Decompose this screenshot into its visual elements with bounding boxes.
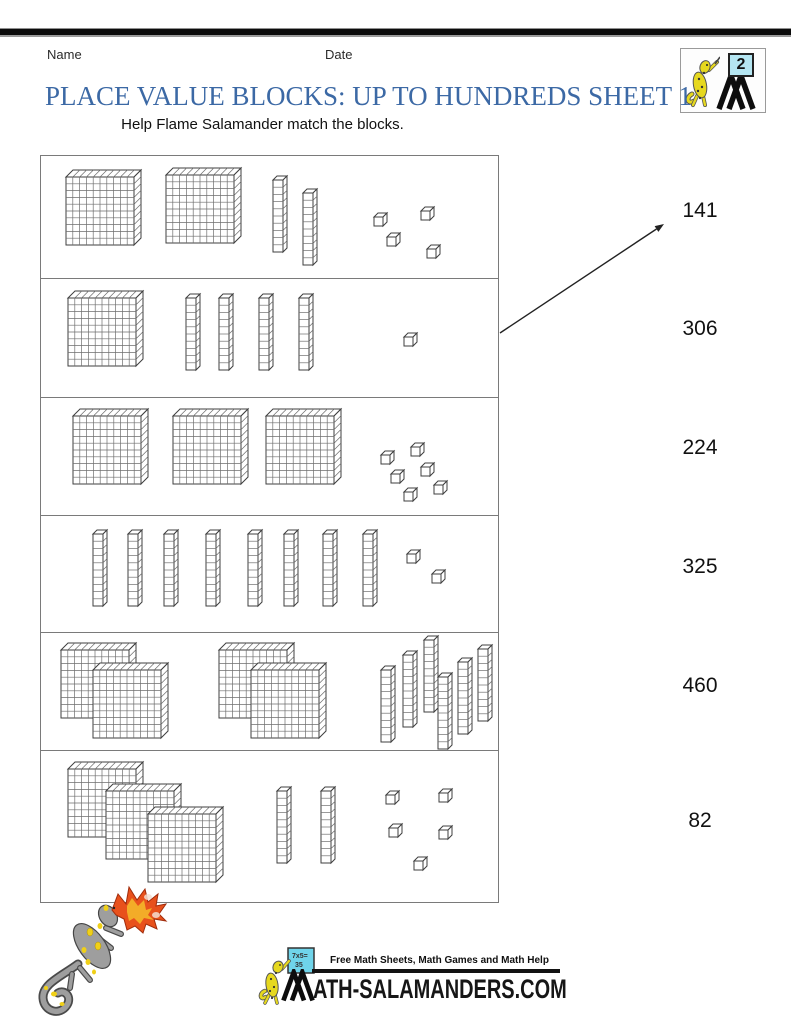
m-logo-icon bbox=[713, 73, 759, 110]
top-rule-shadow bbox=[0, 35, 791, 37]
flame-salamander-icon bbox=[28, 884, 168, 1024]
blocks-row-325 bbox=[41, 751, 498, 902]
date-label: Date bbox=[325, 47, 353, 62]
name-label: Name bbox=[47, 47, 82, 62]
blocks-table bbox=[40, 155, 499, 903]
footer-site-text: ATH-SALAMANDERS.COM bbox=[313, 974, 567, 1004]
board-text-2: 35 bbox=[295, 962, 303, 969]
grade-badge bbox=[680, 48, 766, 113]
page-title: PLACE VALUE BLOCKS: UP TO HUNDREDS SHEET 1 bbox=[45, 81, 692, 111]
answer-number: 460 bbox=[682, 674, 718, 697]
blocks-row-224 bbox=[41, 156, 498, 279]
subtitle: Help Flame Salamander match the blocks. bbox=[121, 116, 404, 133]
board-text-1: 7x5= bbox=[292, 953, 308, 960]
answer-number: 306 bbox=[682, 317, 718, 340]
blocks-row-82 bbox=[41, 516, 498, 633]
footer-tagline: Free Math Sheets, Math Games and Math Help bbox=[330, 955, 549, 966]
blocks-row-306 bbox=[41, 398, 498, 516]
answer-number: 325 bbox=[682, 555, 718, 578]
grade-number: 2 bbox=[728, 53, 754, 77]
blocks-row-141 bbox=[41, 279, 498, 398]
blocks-row-460 bbox=[41, 633, 498, 751]
footer-divider bbox=[312, 969, 560, 973]
answer-number: 141 bbox=[682, 199, 718, 222]
answer-number: 224 bbox=[682, 436, 718, 459]
answer-number: 82 bbox=[688, 809, 712, 832]
footer-m-logo-icon bbox=[280, 969, 316, 1002]
